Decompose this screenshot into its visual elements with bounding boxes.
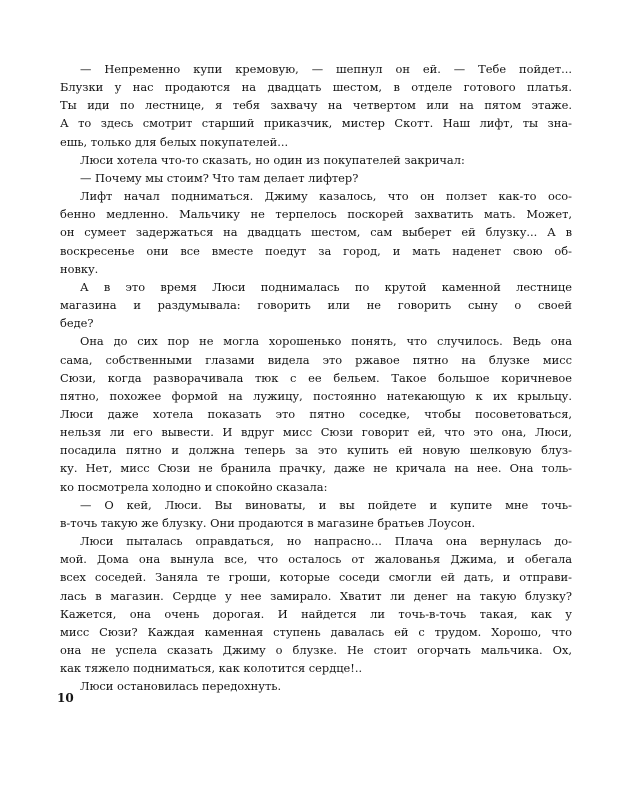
text-line: Кажется, она очень дорогая. И найдется ли точь-в-точь такая, как у bbox=[60, 606, 572, 621]
page-number: 10 bbox=[57, 691, 74, 705]
text-line: — О кей, Люси. Вы виноваты, и вы пойдете и купите мне точь- bbox=[80, 497, 572, 512]
text-line: нельзя ли его вывести. И вдруг мисс Сюзи говорит ей, что это она, Люси, bbox=[60, 425, 572, 440]
text-line: Она до сих пор не могла хорошенько понять, что случилось. Ведь она bbox=[80, 334, 572, 349]
text-line: она не успела сказать Джиму о блузке. Не стоит огорчать мальчика. Ох, bbox=[60, 643, 572, 657]
text-line: Люси пыталась оправдаться, но напрасно... Плача она вернулась до- bbox=[80, 534, 572, 549]
text-line: магазина и раздумывала: говорить или не говорить сыну о своей bbox=[60, 298, 572, 313]
text-line: Ты иди по лестнице, я тебя захвачу на четвертом или на пятом этаже. bbox=[60, 98, 572, 113]
text-line: А в это время Люси поднималась по крутой каменной лестнице bbox=[80, 279, 572, 294]
text-line: А то здесь смотрит старший приказчик, мистер Скотт. Наш лифт, ты зна- bbox=[60, 116, 572, 131]
text-line: бенно медленно. Мальчику не терпелось поскорей захватить мать. Может, bbox=[60, 207, 572, 222]
text-line: мой. Дома она вынула все, что осталось от жалованья Джима, и обегала bbox=[60, 552, 572, 567]
text-line: — Почему мы стоим? Что там делает лифтер? bbox=[80, 170, 359, 185]
text-line: Лифт начал подниматься. Джиму казалось, что он ползет как-то осо- bbox=[80, 189, 572, 204]
text-line: сама, собственными глазами видела это ржавое пятно на блузке мисс bbox=[60, 352, 572, 367]
text-line: Люси остановилась передохнуть. bbox=[80, 679, 282, 694]
text-line: всех соседей. Заняла те гроши, которые соседи смогли ей дать, и отправи- bbox=[60, 570, 572, 585]
body-text bbox=[60, 60, 572, 695]
text-line: лась в магазин. Сердце у нее замирало. Хватит ли денег на такую блузку? bbox=[60, 588, 572, 603]
text-line: в-точь такую же блузку. Они продаются в магазине братьев Лоусон. bbox=[60, 515, 476, 530]
text-line: ко посмотрела холодно и спокойно сказала: bbox=[60, 479, 328, 494]
text-line: как тяжело подниматься, как колотится сердце!.. bbox=[60, 661, 363, 676]
text-line: пятно, похожее формой на лужицу, постоянно натекающую к их крыльцу. bbox=[60, 388, 572, 403]
text-line: новку. bbox=[60, 261, 99, 276]
text-line: Люси хотела что-то сказать, но один из покупателей закричал: bbox=[80, 152, 465, 167]
text-line: ку. Нет, мисс Сюзи не бранила прачку, даже не кричала на нее. Она толь- bbox=[60, 461, 572, 476]
text-line: он сумеет задержаться на двадцать шестом, сам выберет ей блузку... А в bbox=[60, 225, 572, 240]
text-line: беде? bbox=[60, 316, 94, 331]
text-line: мисс Сюзи? Каждая каменная ступень давалась ей с трудом. Хорошо, что bbox=[60, 624, 572, 639]
text-line: воскресенье они все вместе поедут за город, и мать наденет свою об- bbox=[60, 243, 572, 258]
text-line: Блузки у нас продаются на двадцать шестом, в отделе готового платья. bbox=[60, 80, 572, 95]
text-line: Сюзи, когда разворачивала тюк с ее бельем. Такое большое коричневое bbox=[60, 370, 572, 385]
text-line: ешь, только для белых покупателей... bbox=[60, 134, 289, 149]
text-line: Люси даже хотела показать это пятно соседке, чтобы посоветоваться, bbox=[60, 406, 572, 421]
text-line: — Непременно купи кремовую, — шепнул он ей. — Тебе пойдет... bbox=[80, 62, 572, 76]
text-line: посадила пятно и должна теперь за это купить ей новую шелковую блуз- bbox=[60, 443, 572, 458]
